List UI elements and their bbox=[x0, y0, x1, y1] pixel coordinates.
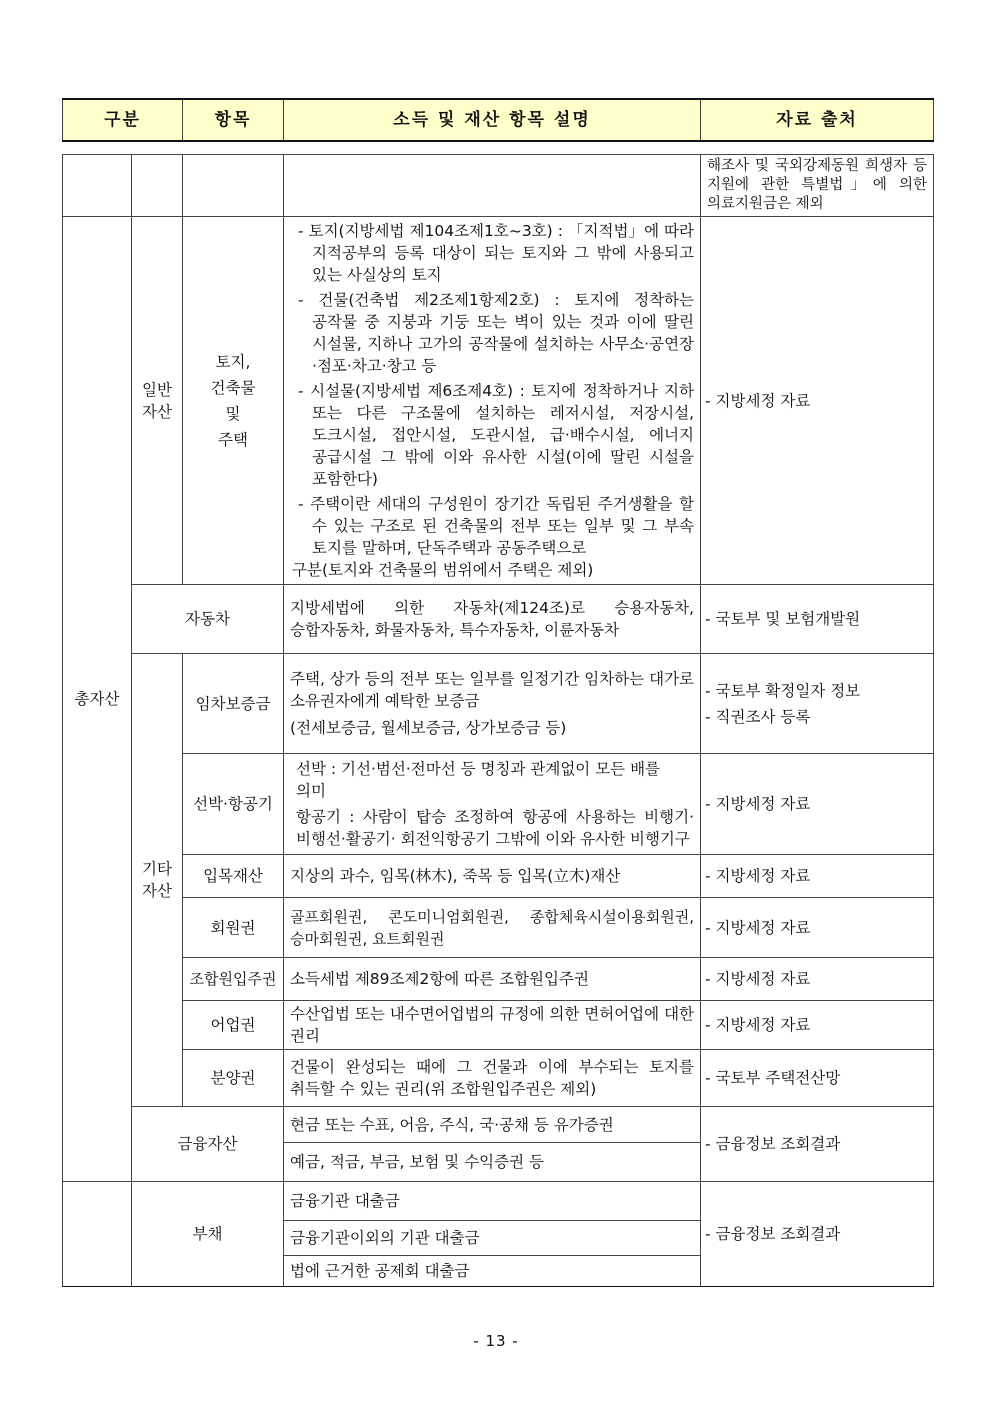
header-item: 항목 bbox=[183, 99, 284, 141]
table-row-presale bbox=[63, 1050, 934, 1107]
membership-desc: 골프회원권, 콘도미니엄회원권, 종합체육시설이용회원권, 승마회원권, 요트회원권 bbox=[284, 898, 701, 958]
table-row-car bbox=[63, 585, 934, 654]
general-bullet-tail: 구분(토지와 건축물의 범위에서 주택은 제외) bbox=[292, 561, 594, 579]
table-header-row bbox=[63, 99, 934, 141]
table-row-deposit bbox=[63, 654, 934, 754]
total-assets-label: 총자산 bbox=[63, 217, 132, 1182]
continued-source: 해조사 및 국외강제동원 희생자 등 지원에 관한 특별법」에 의한 의료지원금은 제외 bbox=[701, 155, 934, 217]
header-description: 소득 및 재산 항목 설명 bbox=[284, 99, 701, 141]
ship-desc bbox=[284, 754, 701, 855]
car-label: 자동차 bbox=[132, 585, 284, 654]
table-row-financial-1 bbox=[63, 1107, 934, 1143]
union-item: 조합원입주권 bbox=[183, 958, 284, 1001]
header-category: 구분 bbox=[63, 99, 183, 141]
debt-desc-2: 금융기관이외의 기관 대출금 bbox=[284, 1221, 701, 1256]
deposit-desc bbox=[284, 654, 701, 754]
general-bullet-building: - 건물(건축법 제2조제1항제2호) : 토지에 정착하는 공작물 중 지붕과 기둥 또는 벽이 있는 것과 이에 딸린 시설물, 지하나 고가의 공작물에 설치하는 사무소·공연장·점포·차고·창고 등 bbox=[298, 291, 695, 375]
general-assets-item: 토지, 건축물 및 주택 bbox=[183, 217, 284, 585]
general-assets-label: 일반 자산 bbox=[132, 217, 183, 585]
fishery-item: 어업권 bbox=[183, 1001, 284, 1050]
timber-source: - 지방세정 자료 bbox=[701, 855, 934, 898]
financial-desc-1: 현금 또는 수표, 어음, 주식, 국·공채 등 유가증권 bbox=[284, 1107, 701, 1143]
table-row-membership bbox=[63, 898, 934, 958]
ship-source: - 지방세정 자료 bbox=[701, 754, 934, 855]
presale-source: - 국토부 주택전산망 bbox=[701, 1050, 934, 1107]
ship-item: 선박·항공기 bbox=[183, 754, 284, 855]
deposit-source bbox=[701, 654, 934, 754]
presale-item: 분양권 bbox=[183, 1050, 284, 1107]
fishery-source: - 지방세정 자료 bbox=[701, 1001, 934, 1050]
financial-desc-2: 예금, 적금, 부금, 보험 및 수익증권 등 bbox=[284, 1143, 701, 1182]
membership-source: - 지방세정 자료 bbox=[701, 898, 934, 958]
page-number: - 13 - bbox=[473, 1332, 519, 1350]
deposit-desc-sub: (전세보증금, 월세보증금, 상가보증금 등) bbox=[290, 719, 567, 737]
debt-label: 부채 bbox=[132, 1182, 284, 1287]
other-assets-label: 기타 자산 bbox=[132, 654, 183, 1107]
table-row-timber bbox=[63, 855, 934, 898]
table-row-ship bbox=[63, 754, 934, 855]
table-row-debt-1 bbox=[63, 1182, 934, 1221]
ship-desc-1: 선박 : 기선·범선·전마선 등 명칭과 관계없이 모든 배를 의미 bbox=[296, 760, 661, 800]
general-bullet-land: - 토지(지방세법 제104조제1호~3호) : 「지적법」에 따라 지적공부의 등록 대상이 되는 토지와 그 밖에 사용되고 있는 사실상의 토지 bbox=[298, 222, 695, 284]
table-row-union bbox=[63, 958, 934, 1001]
deposit-source-1: - 국토부 확정일자 정보 bbox=[705, 681, 861, 700]
ship-desc-2: 항공기 : 사람이 탑승 조정하여 항공에 사용하는 비행기·비행선·활공기· 회전익항공기 그밖에 이와 유사한 비행기구 bbox=[296, 808, 695, 848]
general-bullet-facility: - 시설물(지방세법 제6조제4호) : 토지에 정착하거나 지하 또는 다른 구조물에 설치하는 레저시설, 저장시설, 도크시설, 접안시설, 도관시설, 급·배수시설, 에너지 공급시설 그 밖에 이와 유사한 시설(이에 딸린 시설을 포함한다) bbox=[298, 382, 695, 488]
financial-label: 금융자산 bbox=[132, 1107, 284, 1182]
fishery-desc: 수산업법 또는 내수면어업법의 규정에 의한 면허어업에 대한 권리 bbox=[284, 1001, 701, 1050]
general-assets-desc bbox=[284, 217, 701, 585]
debt-source: - 금융정보 조회결과 bbox=[701, 1182, 934, 1287]
financial-source: - 금융정보 조회결과 bbox=[701, 1107, 934, 1182]
table-row-general-assets bbox=[63, 217, 934, 585]
debt-desc-1: 금융기관 대출금 bbox=[284, 1182, 701, 1221]
deposit-desc-main: 주택, 상가 등의 전부 또는 일부를 일정기간 임차하는 대가로 소유권자에게 예탁한 보증금 bbox=[290, 670, 695, 710]
general-assets-source: - 지방세정 자료 bbox=[701, 217, 934, 585]
car-desc: 지방세법에 의한 자동차(제124조)로 승용자동차, 승합자동차, 화물자동차, 특수자동차, 이륜자동차 bbox=[284, 585, 701, 654]
debt-desc-3: 법에 근거한 공제회 대출금 bbox=[284, 1256, 701, 1287]
deposit-source-2: - 직권조사 등록 bbox=[705, 707, 811, 726]
table-row-fishery bbox=[63, 1001, 934, 1050]
deposit-item: 임차보증금 bbox=[183, 654, 284, 754]
union-desc: 소득세법 제89조제2항에 따른 조합원입주권 bbox=[284, 958, 701, 1001]
timber-item: 입목재산 bbox=[183, 855, 284, 898]
general-bullet-house: - 주택이란 세대의 구성원이 장기간 독립된 주거생활을 할 수 있는 구조로 된 건축물의 전부 또는 일부 및 그 부속 토지를 말하며, 단독주택과 공동주택으로 bbox=[298, 495, 695, 557]
asset-table bbox=[62, 98, 934, 1287]
car-source: - 국토부 및 보험개발원 bbox=[701, 585, 934, 654]
timber-desc: 지상의 과수, 임목(林木), 죽목 등 입목(立木)재산 bbox=[284, 855, 701, 898]
table-row-continued bbox=[63, 155, 934, 217]
presale-desc: 건물이 완성되는 때에 그 건물과 이에 부수되는 토지를 취득할 수 있는 권리(위 조합원입주권은 제외) bbox=[284, 1050, 701, 1107]
membership-item: 회원권 bbox=[183, 898, 284, 958]
union-source: - 지방세정 자료 bbox=[701, 958, 934, 1001]
header-source: 자료 출처 bbox=[701, 99, 934, 141]
